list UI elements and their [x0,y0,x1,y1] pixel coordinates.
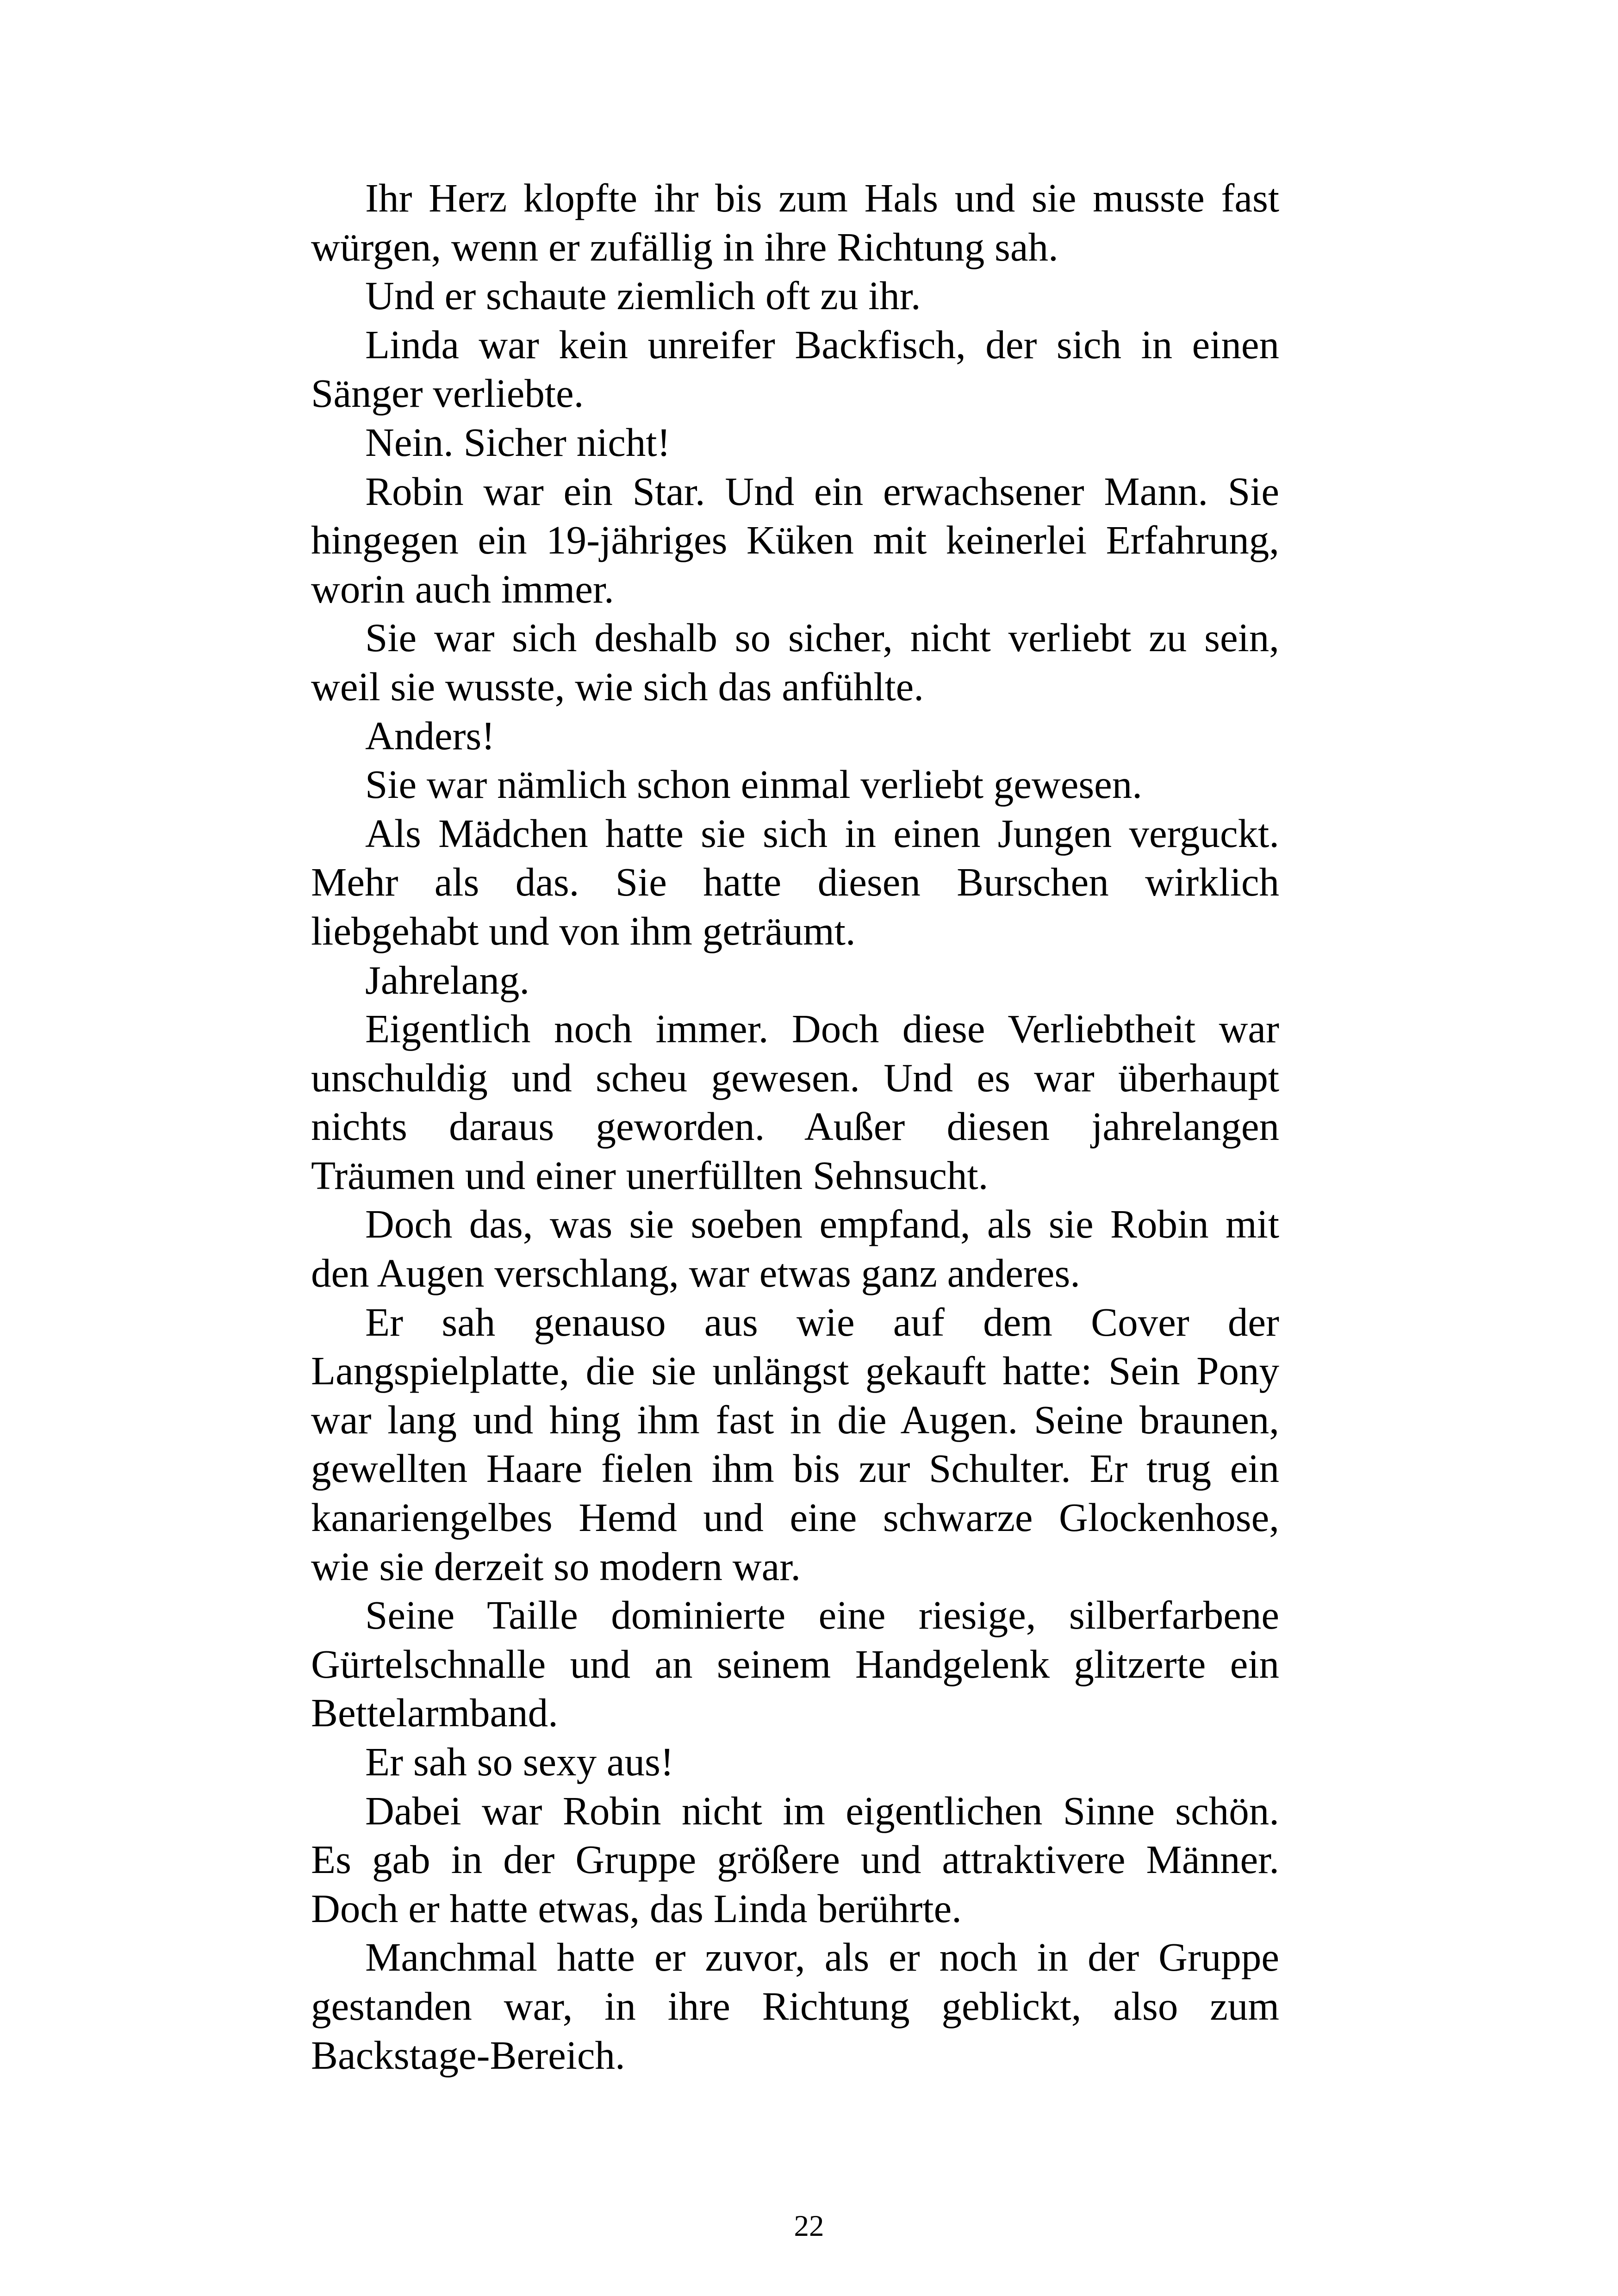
text-line: Eigentlich noch immer. Doch diese Verliebtheit war [365,1006,1279,1052]
paragraph [311,418,1279,467]
text-line: worin auch immer. [311,566,614,611]
paragraph [311,809,1279,956]
text-line: Sie war nämlich schon einmal verliebt gewesen. [365,762,1143,807]
paragraph [311,1786,1279,1933]
text-line: weil sie wusste, wie sich das anfühlte. [311,664,924,709]
text-line: hingegen ein 19-jähriges Küken mit keinerlei Erfahrung, [311,517,1279,563]
paragraph [311,956,1279,1005]
text-line: Langspielplatte, die sie unlängst gekauft hatte: Sein Pony [311,1348,1279,1394]
text-line: nichts daraus geworden. Außer diesen jahrelangen [311,1104,1279,1149]
text-line: Gürtelschnalle und an seinem Handgelenk glitzerte ein [311,1641,1279,1686]
paragraph [311,1591,1279,1737]
paragraph [311,711,1279,760]
paragraph [311,760,1279,809]
paragraph [311,1200,1279,1297]
text-line: Mehr als das. Sie hatte diesen Burschen wirklich [311,859,1279,905]
text-line: Linda war kein unreifer Backfisch, der sich in einen [365,322,1279,367]
text-line: Ihr Herz klopfte ihr bis zum Hals und sie musste fast [365,175,1279,220]
text-line: war lang und hing ihm fast in die Augen. Seine braunen, [311,1397,1279,1442]
text-line: Sänger verliebte. [311,371,584,416]
text-line: Bettelarmband. [311,1690,558,1736]
page-number: 22 [794,2209,824,2243]
paragraph [311,1737,1279,1786]
text-line: Doch er hatte etwas, das Linda berührte. [311,1885,962,1931]
paragraph [311,613,1279,711]
text-line: gestanden war, in ihre Richtung geblickt, also zum [311,1983,1279,2028]
text-line: Backstage-Bereich. [311,2032,625,2078]
paragraph [311,1933,1279,2079]
paragraph [311,1004,1279,1200]
text-line: Manchmal hatte er zuvor, als er noch in der Gruppe [365,1935,1279,1980]
paragraph [311,271,1279,320]
text-line: liebgehabt und von ihm geträumt. [311,908,856,953]
text-line: Es gab in der Gruppe größere und attraktivere Männer. [311,1837,1279,1882]
paragraph [311,1298,1279,1591]
text-line: Er sah genauso aus wie auf dem Cover der [365,1299,1279,1344]
text-line: Als Mädchen hatte sie sich in einen Jungen verguckt. [365,810,1279,856]
text-line: Sie war sich deshalb so sicher, nicht verliebt zu sein, [365,615,1279,660]
text-line: Träumen und einer unerfüllten Sehnsucht. [311,1152,989,1198]
text-line: Nein. Sicher nicht! [365,419,671,465]
paragraph [311,467,1279,614]
text-line: kanariengelbes Hemd und eine schwarze Glockenhose, [311,1495,1279,1540]
text-line: unschuldig und scheu gewesen. Und es war überhaupt [311,1055,1279,1100]
text-line: gewellten Haare fielen ihm bis zur Schulter. Er trug ein [311,1446,1279,1491]
text-line: Und er schaute ziemlich oft zu ihr. [365,273,921,318]
text-line: Jahrelang. [365,957,530,1002]
paragraph [311,174,1279,271]
paragraph [311,320,1279,418]
text-line: den Augen verschlang, war etwas ganz anderes. [311,1251,1081,1296]
body-text [311,174,1279,2079]
text-line: Anders! [365,713,495,758]
text-line: Seine Taille dominierte eine riesige, silberfarbene [365,1593,1279,1638]
text-line: würgen, wenn er zufällig in ihre Richtung sah. [311,224,1058,269]
text-line: wie sie derzeit so modern war. [311,1543,801,1589]
text-line: Er sah so sexy aus! [365,1739,674,1784]
text-line: Robin war ein Star. Und ein erwachsener Mann. Sie [365,468,1279,514]
text-line: Doch das, was sie soeben empfand, als sie Robin mit [365,1201,1279,1247]
text-line: Dabei war Robin nicht im eigentlichen Sinne schön. [365,1788,1279,1833]
